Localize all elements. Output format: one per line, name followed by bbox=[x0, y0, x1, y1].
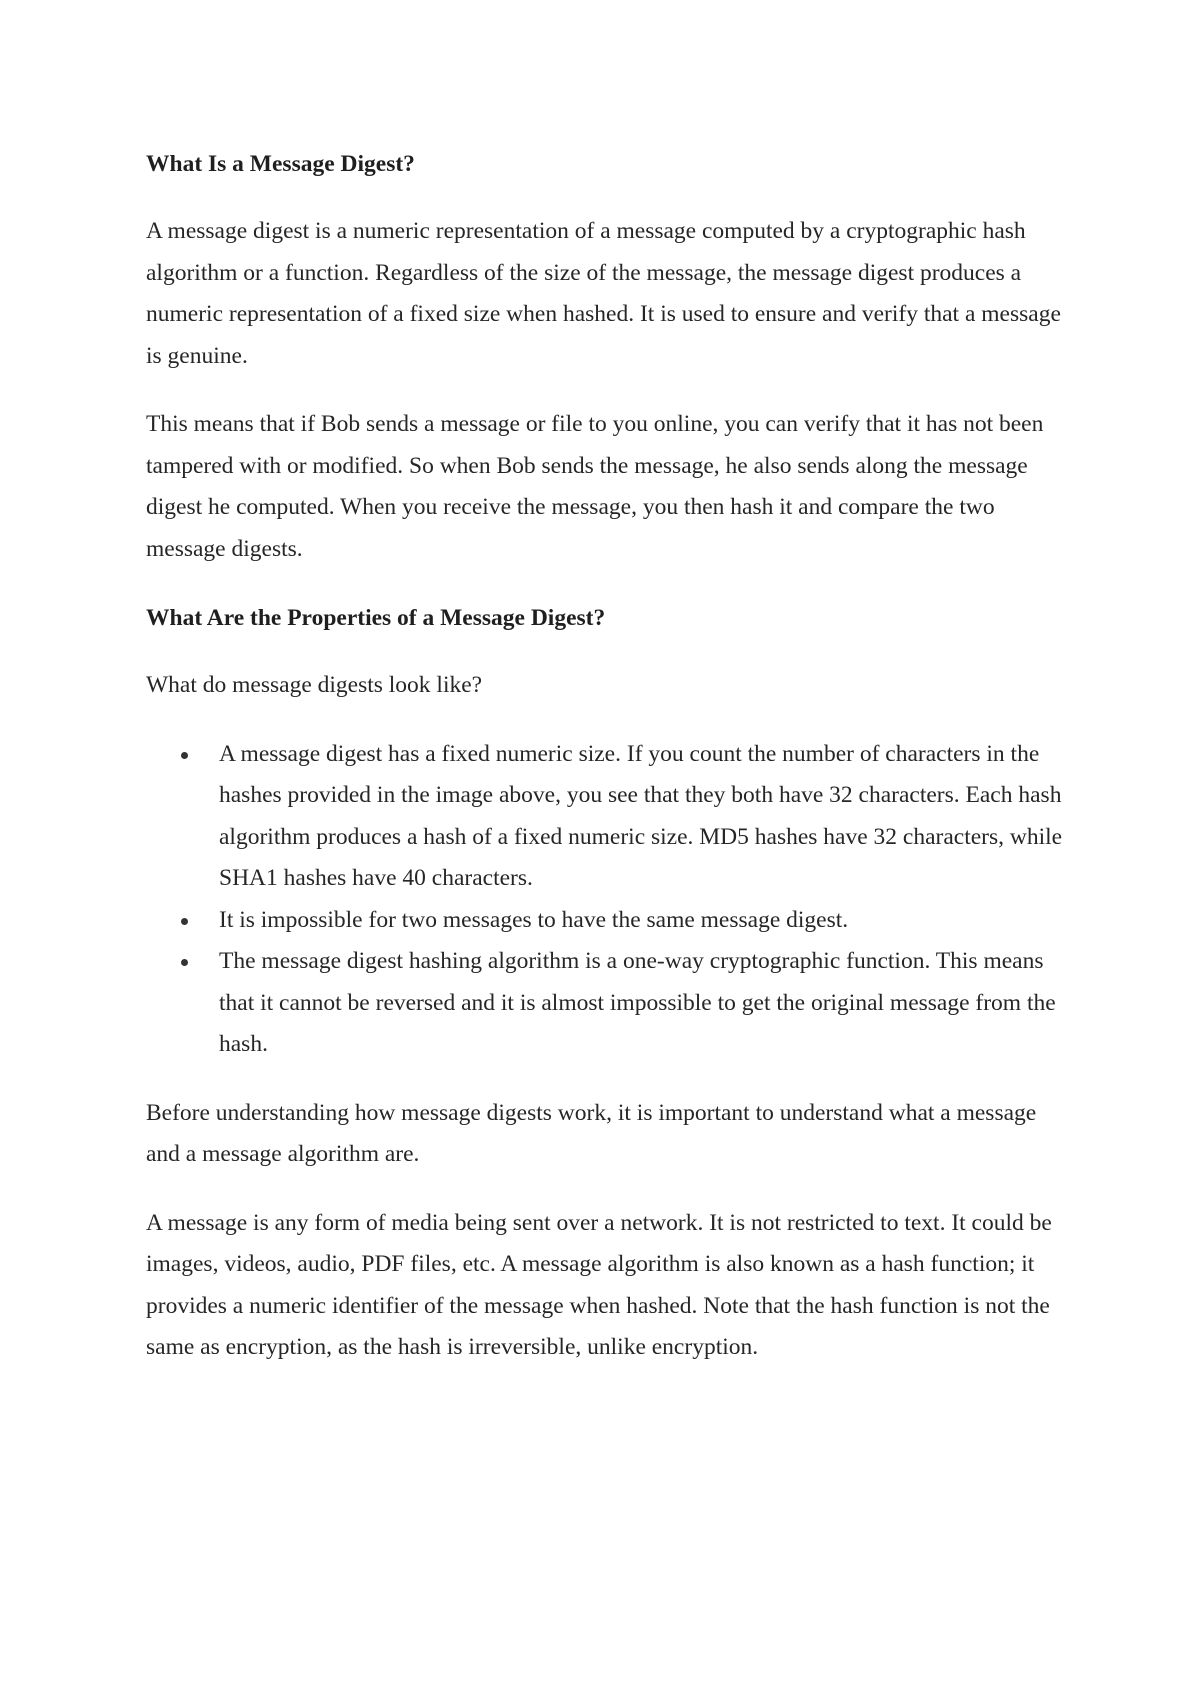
list-item bbox=[219, 900, 1066, 942]
list-item-text: It is impossible for two messages to have the same message digest. bbox=[219, 906, 849, 933]
bullet-icon bbox=[181, 959, 188, 966]
paragraph-definition: A message digest is a numeric representation of a message computed by a cryptographic hash algorithm or a function. Regardless of the size of the message, the message digest produces a numeric representation of a fixed size when hashed. It is used to ensure and verify that a message is genuine. bbox=[146, 218, 1061, 369]
properties-list bbox=[146, 734, 1066, 1066]
bullet-icon bbox=[181, 918, 188, 925]
paragraph-example: This means that if Bob sends a message or file to you online, you can verify that it has not been tampered with or modified. So when Bob sends the message, he also sends along the message digest he computed. When you receive the message, you then hash it and compare the two message digests. bbox=[146, 411, 1044, 562]
list-item bbox=[219, 941, 1066, 1066]
section-heading-properties: What Are the Properties of a Message Digest? bbox=[146, 605, 606, 631]
paragraph-question: What do message digests look like? bbox=[146, 672, 483, 698]
list-item bbox=[219, 734, 1066, 900]
list-item-text: The message digest hashing algorithm is a one-way cryptographic function. This means that it cannot be reversed and it is almost impossible to get the original message from the hash. bbox=[219, 948, 1056, 1057]
paragraph-before-understanding: Before understanding how message digests work, it is important to understand what a message and a message algorithm are. bbox=[146, 1099, 1037, 1167]
section-heading-what-is: What Is a Message Digest? bbox=[146, 151, 415, 177]
bullet-icon bbox=[181, 752, 188, 759]
document-body bbox=[146, 143, 1066, 1369]
paragraph-message-definition: A message is any form of media being sent over a network. It is not restricted to text. It could be images, videos, audio, PDF files, etc. A message algorithm is also known as a hash function; it provides a numeric identifier of the message when hashed. Note that the hash function is not the same as encryption, as the hash is irreversible, unlike encryption. bbox=[146, 1209, 1052, 1360]
list-item-text: A message digest has a fixed numeric size. If you count the number of characters in the hashes provided in the image above, you see that they both have 32 characters. Each hash algorithm produces a hash of a fixed numeric size. MD5 hashes have 32 characters, while SHA1 hashes have 40 characters. bbox=[219, 740, 1063, 891]
